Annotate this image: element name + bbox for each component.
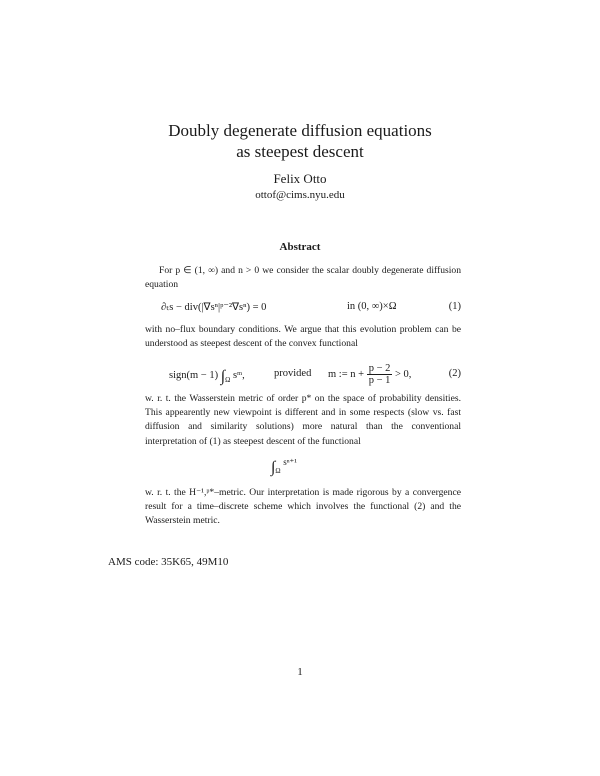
- integral-sign: ∫: [271, 459, 276, 476]
- equation-2-subscript: Ω: [225, 376, 231, 384]
- equation-2-definition: m := n +: [328, 369, 365, 380]
- equation-1-number: (1): [448, 301, 461, 312]
- equation-2-provided: provided: [274, 368, 312, 379]
- ams-code: AMS code: 35K65, 49M10: [108, 556, 229, 568]
- equation-1-domain: in (0, ∞)×Ω: [347, 301, 397, 312]
- abstract-paragraph-4: w. r. t. the H⁻¹,ᵖ*–metric. Our interpretation is made rigorous by a convergence result for a time–discrete scheme which involves the functional (2) and the Wasserstein metric.: [145, 487, 461, 527]
- equation-1-lhs: ∂ₜs − div(|∇sⁿ|ᵖ⁻²∇sⁿ) = 0: [161, 302, 267, 313]
- title-line-1: Doubly degenerate diffusion equations: [168, 121, 432, 140]
- equation-3: [145, 455, 461, 479]
- equation-2-tail: > 0,: [394, 369, 412, 380]
- equation-2-integrand: sᵐ,: [232, 370, 245, 381]
- integral-sign: ∫: [220, 368, 226, 385]
- abstract-paragraph-1: For p ∈ (1, ∞) and n > 0 we consider the scalar doubly degenerate diffusion equation: [145, 265, 461, 291]
- equation-2: [145, 362, 461, 392]
- equation-2-fraction: [367, 363, 393, 386]
- author-email: ottof@cims.nyu.edu: [255, 189, 345, 201]
- paper-title: [0, 120, 600, 162]
- title-line-2: as steepest descent: [236, 142, 364, 161]
- equation-2-number: (2): [448, 368, 461, 379]
- author-block: [0, 170, 600, 204]
- equation-2-lhs: sign(m − 1): [169, 370, 219, 381]
- abstract-paragraph-2: with no–flux boundary conditions. We argue that this evolution problem can be understood as steepest descent of the convex functional: [145, 324, 461, 350]
- equation-3-subscript: Ω: [275, 467, 281, 475]
- author-name: Felix Otto: [273, 171, 327, 186]
- abstract-paragraph-3: w. r. t. the Wasserstein metric of order p* on the space of probability densities. This appearently new viewpoint is different and in some respects (slow vs. fast diffusion and similarity solutions) more natural than the conventional interpretation of (1) as steepest descent of the functional: [145, 393, 461, 447]
- fraction-denominator: p − 1: [368, 375, 391, 386]
- abstract-heading: Abstract: [279, 241, 321, 253]
- page-number: 1: [297, 666, 303, 678]
- equation-3-integrand: sⁿ⁺¹: [283, 457, 298, 467]
- fraction-numerator: p − 2: [368, 363, 391, 374]
